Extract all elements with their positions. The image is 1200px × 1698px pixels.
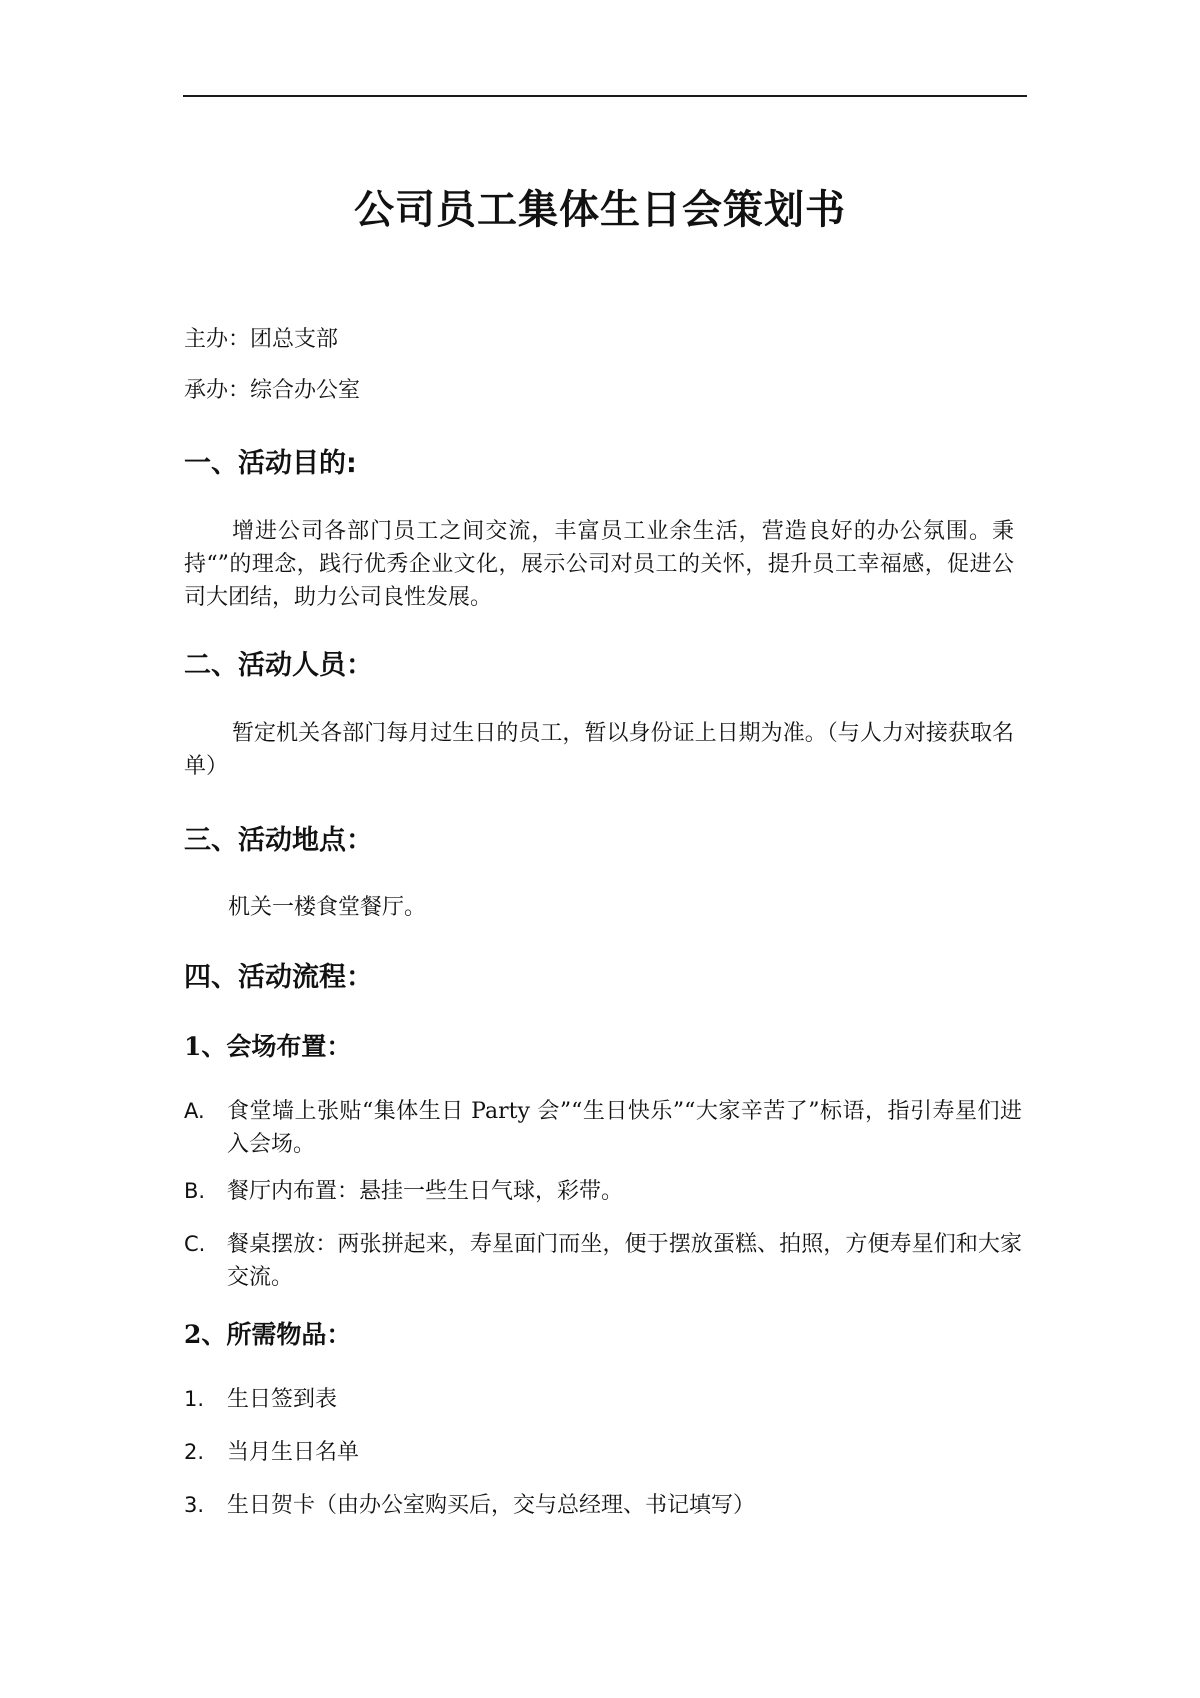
list-item [184,1095,1024,1161]
undertaker-line: 承办：综合办公室 [184,378,361,403]
section-heading-purpose: 一、活动目的: [184,448,357,479]
list-marker: 3. [184,1493,205,1517]
list-item-text: 生日贺卡（由办公室购买后，交与总经理、书记填写） [227,1493,756,1518]
list-marker: A. [184,1099,205,1123]
document-title: 公司员工集体生日会策划书 [354,187,846,233]
header-rule [183,95,1027,97]
venue-text: 机关一楼食堂餐厅。 [228,895,427,920]
participants-paragraph: 暂定机关各部门每月过生日的员工，暂以身份证上日期为准。（与人力对接获取名单） [184,721,1014,779]
list-marker: 1. [184,1387,205,1411]
section-heading-participants: 二、活动人员： [184,650,373,681]
purpose-paragraph: 增进公司各部门员工之间交流，丰富员工业余生活，营造良好的办公氛围。秉持“”的理念，践行优秀企业文化，展示公司对员工的关怀，提升员工幸福感，促进公司大团结，助力公司良性发展。 [184,519,1014,610]
subheading-setup: 1、会场布置： [184,1032,352,1061]
section-heading-venue: 三、活动地点： [184,825,373,856]
list-marker: C. [184,1232,206,1256]
list-item-text: 餐桌摆放：两张拼起来，寿星面门而坐，便于摆放蛋糕、拍照，方便寿星们和大家交流。 [227,1232,1022,1290]
list-item-text: 食堂墙上张贴“集体生日 Party 会”“生日快乐”“大家辛苦了”标语，指引寿星们进入会场。 [227,1099,1022,1157]
list-item [184,1175,1024,1208]
list-item [184,1383,1024,1416]
section-heading-process: 四、活动流程： [184,962,373,993]
list-marker: 2. [184,1440,205,1464]
list-item [184,1436,1024,1469]
list-item-text: 生日签到表 [227,1387,338,1412]
list-item [184,1228,1024,1294]
list-item-text: 餐厅内布置：悬挂一些生日气球，彩带。 [227,1179,624,1204]
list-item [184,1489,1024,1522]
subheading-supplies: 2、所需物品： [184,1320,352,1349]
list-marker: B. [184,1179,206,1203]
list-item-text: 当月生日名单 [227,1440,360,1465]
organizer-line: 主办：团总支部 [184,327,339,352]
